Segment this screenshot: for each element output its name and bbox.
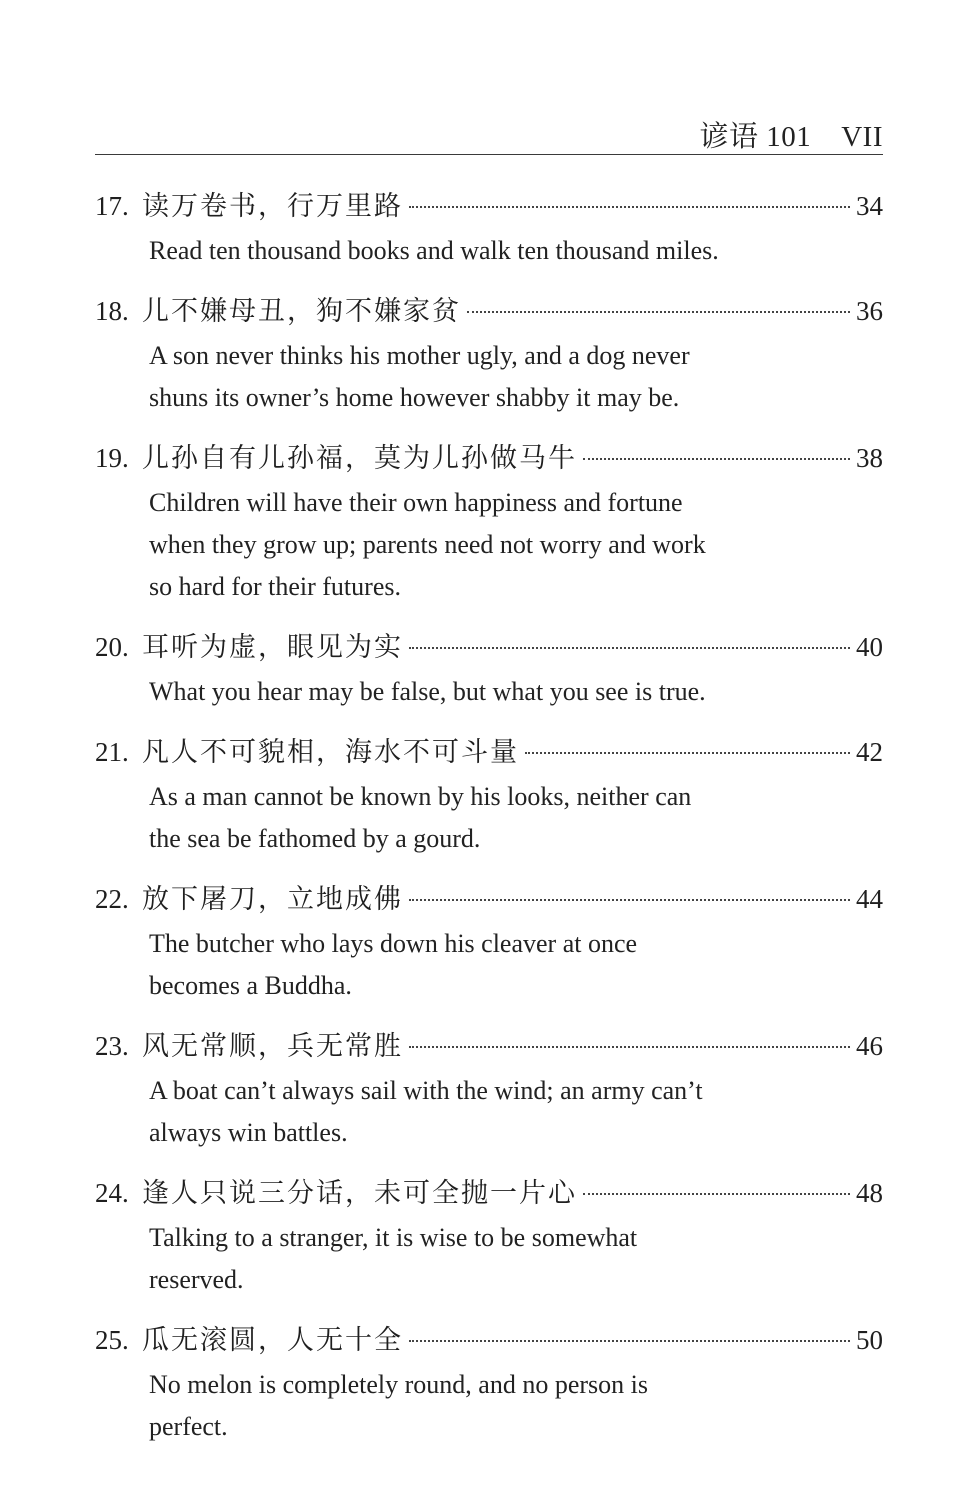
toc-entry-title-line <box>95 1022 883 1070</box>
english-translation-line: No melon is completely round, and no person is <box>149 1370 648 1399</box>
dot-leader <box>583 1192 850 1195</box>
english-translation-line: perfect. <box>149 1412 228 1441</box>
chinese-proverb: 读万卷书，行万里路 <box>142 191 403 221</box>
toc-entry-title-line <box>95 287 883 335</box>
toc-entry-title-line <box>95 1169 883 1217</box>
english-translation-line: The butcher who lays down his cleaver at once <box>149 929 638 958</box>
chinese-proverb: 儿孙自有儿孙福，莫为儿孙做马牛 <box>142 443 577 473</box>
chinese-proverb: 耳听为虚，眼见为实 <box>142 632 403 662</box>
chinese-proverb: 儿不嫌母丑，狗不嫌家贫 <box>142 296 461 326</box>
entry-number: 25. <box>95 1325 129 1355</box>
entry-number: 23. <box>95 1031 129 1061</box>
chinese-proverb: 逢人只说三分话，未可全抛一片心 <box>142 1178 577 1208</box>
english-translation-line: Read ten thousand books and walk ten thousand miles. <box>149 236 719 265</box>
english-translation-line: Children will have their own happiness and fortune <box>149 488 683 517</box>
entry-number: 20. <box>95 632 129 662</box>
dot-leader <box>525 751 850 754</box>
entry-number: 21. <box>95 737 129 767</box>
page-number: 44 <box>856 884 883 914</box>
toc-entry-title-line <box>95 623 883 671</box>
page-number: 50 <box>856 1325 883 1355</box>
english-translation-line: so hard for their futures. <box>149 572 401 601</box>
dot-leader <box>409 646 850 649</box>
toc-entry[interactable] <box>95 1022 883 1154</box>
dot-leader <box>409 1339 850 1342</box>
toc-entry[interactable] <box>95 1169 883 1301</box>
header-text <box>699 114 883 155</box>
page-number: 42 <box>856 737 883 767</box>
toc-entry[interactable] <box>95 182 883 272</box>
roman-page-number: VII <box>841 121 883 153</box>
running-header <box>95 110 883 155</box>
english-translation-line: when they grow up; parents need not worry and work <box>149 530 706 559</box>
dot-leader <box>409 898 850 901</box>
book-title: 谚语 101 <box>699 121 812 153</box>
english-translation-line: always win battles. <box>149 1118 348 1147</box>
toc-entry[interactable] <box>95 1316 883 1448</box>
english-translation-line: A boat can’t always sail with the wind; an army can’t <box>149 1076 703 1105</box>
dot-leader <box>583 457 850 460</box>
english-translation-line: becomes a Buddha. <box>149 971 352 1000</box>
english-translation-line: reserved. <box>149 1265 244 1294</box>
toc-entry[interactable] <box>95 875 883 1007</box>
page-number: 36 <box>856 296 883 326</box>
page-number: 40 <box>856 632 883 662</box>
table-of-contents <box>95 182 883 1463</box>
toc-entry-title-line <box>95 728 883 776</box>
english-translation-line: Talking to a stranger, it is wise to be somewhat <box>149 1223 638 1252</box>
entry-number: 24. <box>95 1178 129 1208</box>
english-translation-line: the sea be fathomed by a gourd. <box>149 824 481 853</box>
entry-number: 22. <box>95 884 129 914</box>
toc-entry[interactable] <box>95 623 883 713</box>
chinese-proverb: 风无常顺，兵无常胜 <box>142 1031 403 1061</box>
toc-entry-title-line <box>95 875 883 923</box>
page-number: 48 <box>856 1178 883 1208</box>
toc-entry[interactable] <box>95 728 883 860</box>
toc-entry-title-line <box>95 182 883 230</box>
entry-number: 17. <box>95 191 129 221</box>
entry-number: 18. <box>95 296 129 326</box>
toc-entry[interactable] <box>95 287 883 419</box>
english-translation-line: A son never thinks his mother ugly, and a dog never <box>149 341 690 370</box>
toc-entry-title-line <box>95 434 883 482</box>
toc-entry[interactable] <box>95 434 883 608</box>
page-number: 38 <box>856 443 883 473</box>
page-number: 34 <box>856 191 883 221</box>
toc-entry-title-line <box>95 1316 883 1364</box>
entry-number: 19. <box>95 443 129 473</box>
dot-leader <box>409 1045 850 1048</box>
english-translation-line: What you hear may be false, but what you see is true. <box>149 677 706 706</box>
english-translation-line: As a man cannot be known by his looks, neither can <box>149 782 692 811</box>
chinese-proverb: 凡人不可貌相，海水不可斗量 <box>142 737 519 767</box>
english-translation-line: shuns its owner’s home however shabby it may be. <box>149 383 680 412</box>
dot-leader <box>467 310 850 313</box>
page-number: 46 <box>856 1031 883 1061</box>
dot-leader <box>409 205 850 208</box>
chinese-proverb: 瓜无滚圆，人无十全 <box>142 1325 403 1355</box>
chinese-proverb: 放下屠刀，立地成佛 <box>142 884 403 914</box>
